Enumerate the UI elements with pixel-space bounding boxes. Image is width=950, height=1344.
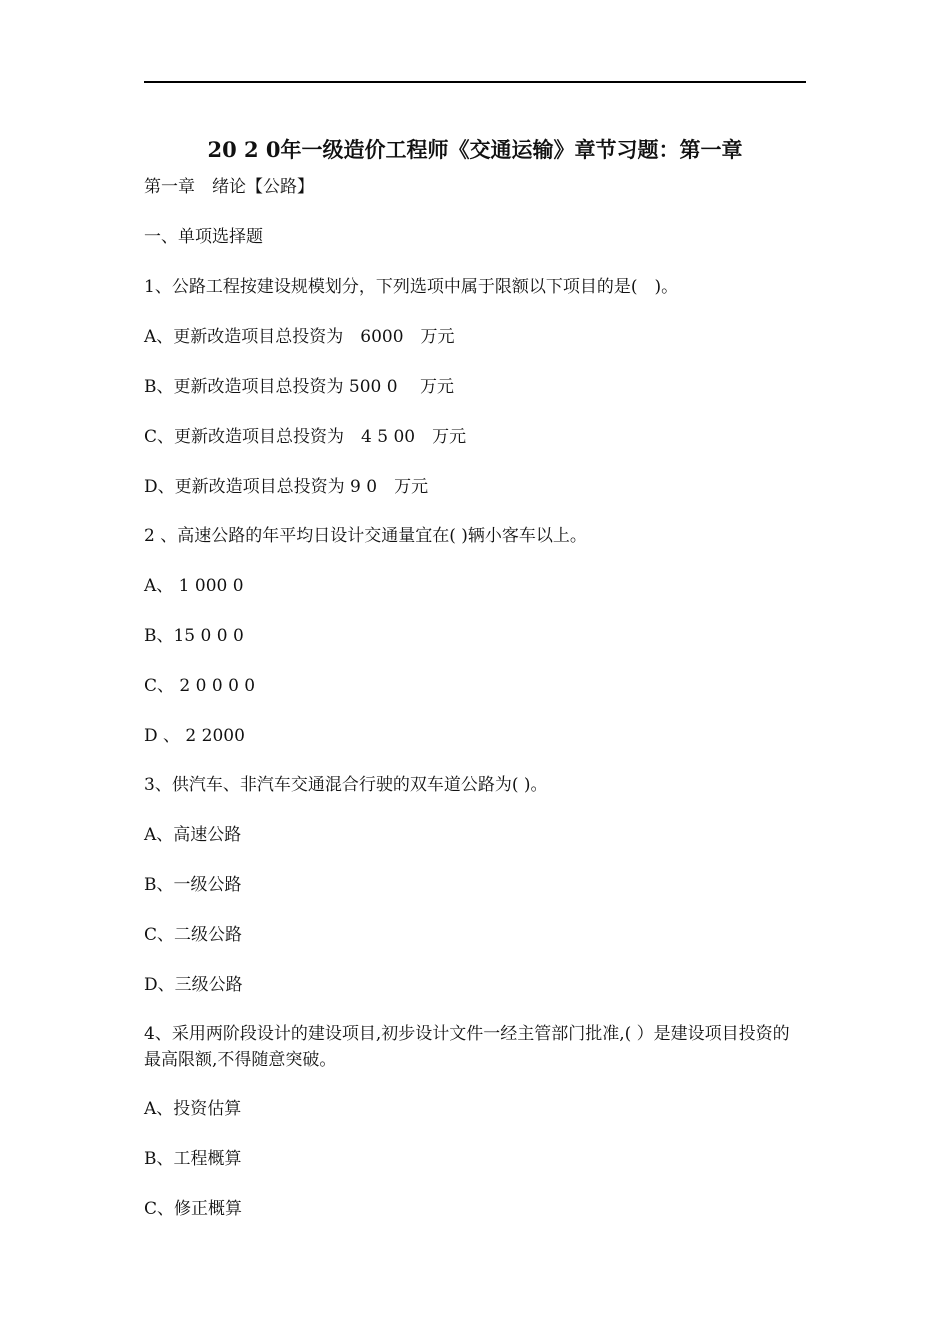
question-3: 3、供汽车、非汽车交通混合行驶的双车道公路为( )。	[144, 775, 548, 795]
header-rule	[144, 81, 806, 83]
q3-option-c: C、二级公路	[144, 925, 243, 945]
q2-option-b: B、15 0 0 0	[144, 626, 244, 646]
q3-option-a: A、高速公路	[144, 825, 242, 845]
q3-option-b: B、一级公路	[144, 875, 242, 895]
q4-option-a: A、投资估算	[144, 1099, 242, 1119]
q4-option-c: C、修正概算	[144, 1199, 243, 1219]
question-1: 1、公路工程按建设规模划分，下列选项中属于限额以下项目的是( )。	[144, 277, 679, 297]
q1-option-c: C、更新改造项目总投资为 4 5 00 万元	[144, 427, 467, 447]
q3-option-d: D、三级公路	[144, 975, 243, 995]
section-heading: 一、单项选择题	[144, 227, 263, 247]
q2-option-a: A、 1 000 0	[144, 576, 244, 596]
question-2: 2 、高速公路的年平均日设计交通量宜在( )辆小客车以上。	[144, 526, 587, 546]
document-title: 20 2 0年一级造价工程师《交通运输》章节习题：第一章	[207, 137, 743, 162]
q2-option-c: C、 2 0 0 0 0	[144, 676, 256, 696]
q4-option-b: B、工程概算	[144, 1149, 242, 1169]
question-4: 4、采用两阶段设计的建设项目,初步设计文件一经主管部门批准,( ）是建设项目投资的最高限额,不得随意突破。	[144, 1024, 790, 1070]
q1-option-b: B、更新改造项目总投资为 500 0 万元	[144, 377, 454, 397]
q1-option-d: D、更新改造项目总投资为 9 0 万元	[144, 477, 429, 497]
chapter-heading: 第一章 绪论【公路】	[144, 177, 314, 197]
q2-option-d: D 、 2 2000	[144, 726, 245, 746]
q1-option-a: A、更新改造项目总投资为 6000 万元	[144, 327, 455, 347]
